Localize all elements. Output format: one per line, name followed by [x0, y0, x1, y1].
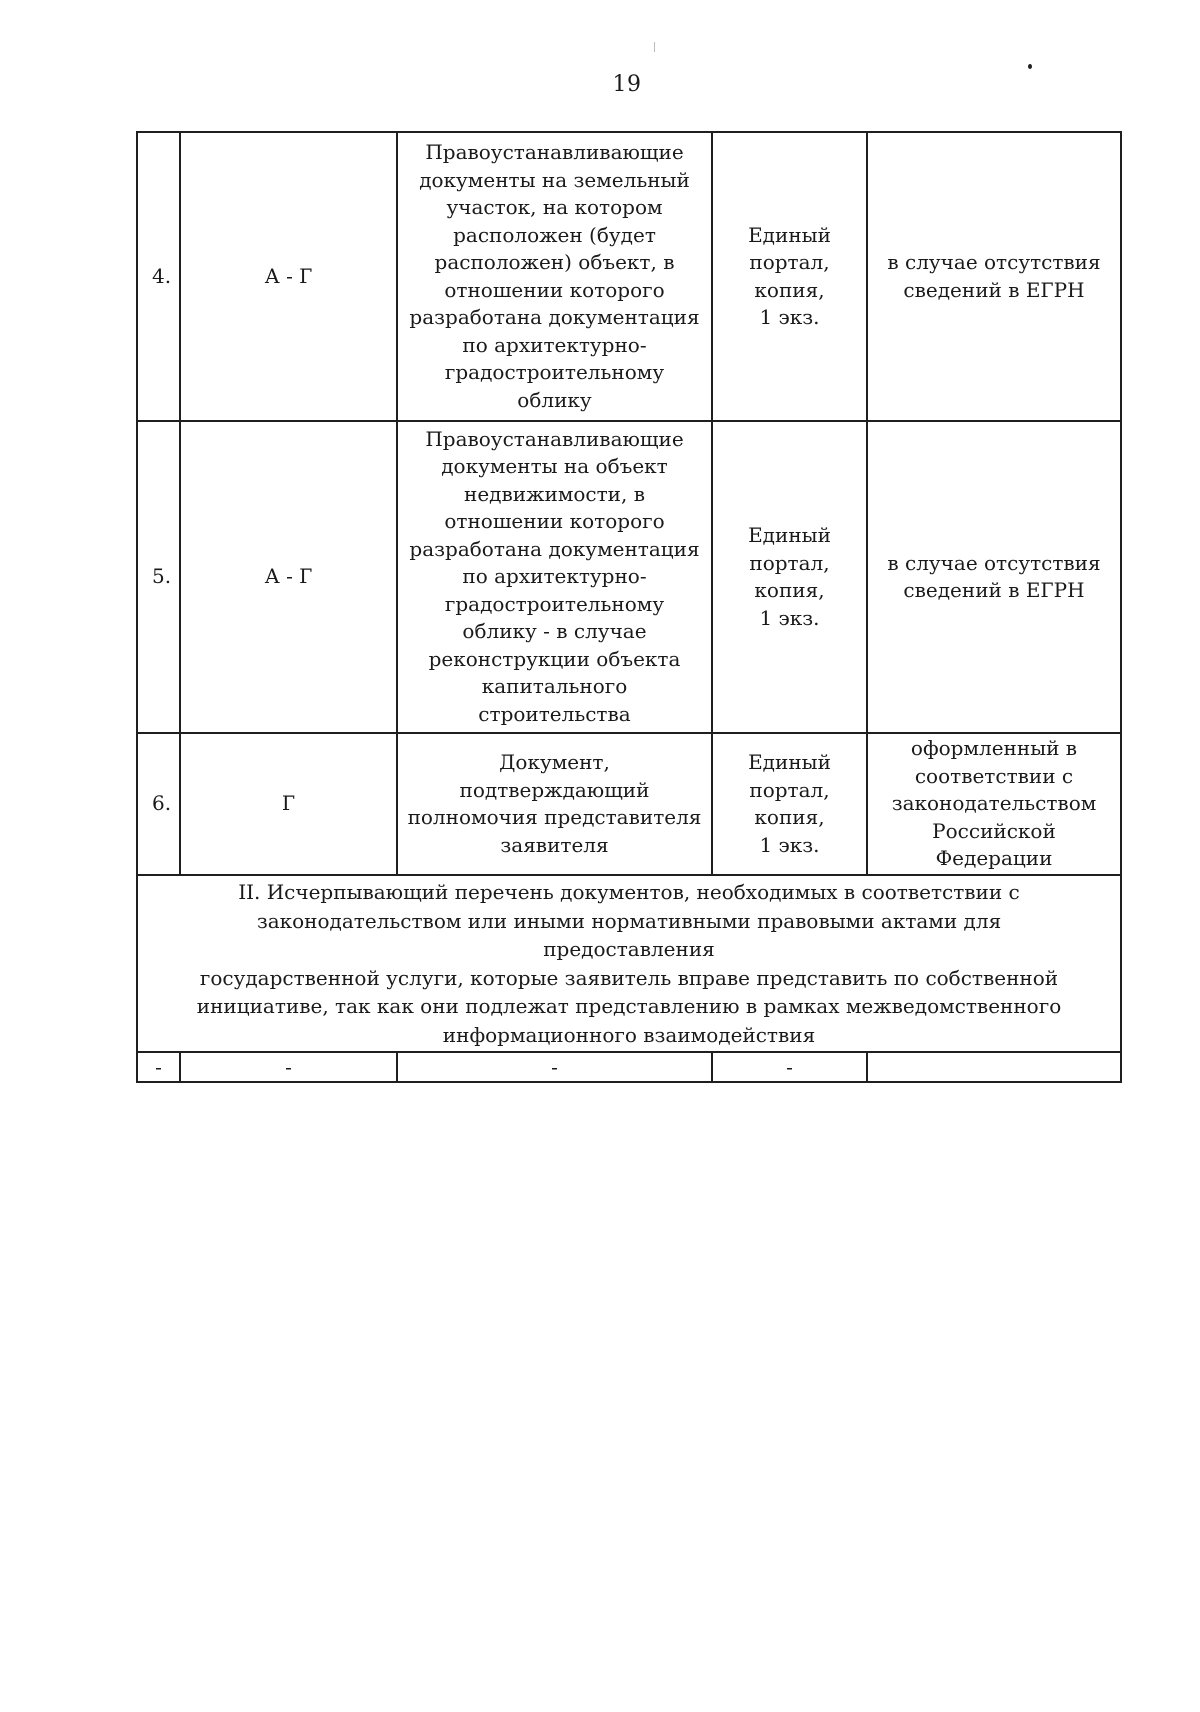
table-row	[137, 132, 1121, 421]
applicant-category: А - Г	[180, 421, 397, 733]
scan-artifact-dot	[1028, 64, 1032, 69]
empty-cell: -	[180, 1052, 397, 1082]
row-number: 6.	[137, 733, 180, 875]
submission-method: Единый портал, копия, 1 экз.	[712, 733, 867, 875]
page-number: 19	[612, 72, 642, 97]
empty-cell	[867, 1052, 1121, 1082]
document-name: Правоустанавливающие документы на объект недвижимости, в отношении которого разработана документация по архитектурно- градостроительному облику - в случае реконструкции объекта капитального строительства	[397, 421, 712, 733]
row-number: 5.	[137, 421, 180, 733]
empty-cell: -	[397, 1052, 712, 1082]
document-note: в случае отсутствия сведений в ЕГРН	[867, 132, 1121, 421]
row-number: 4.	[137, 132, 180, 421]
document-note: оформленный в соответствии с законодательством Российской Федерации	[867, 733, 1121, 875]
applicant-category: А - Г	[180, 132, 397, 421]
documents-table	[136, 131, 1122, 1083]
table-row	[137, 421, 1121, 733]
section-heading-row	[137, 875, 1121, 1052]
table-row	[137, 733, 1121, 875]
document-note: в случае отсутствия сведений в ЕГРН	[867, 421, 1121, 733]
document-name: Правоустанавливающие документы на земельный участок, на котором расположен (будет расположен) объект, в отношении которого разработана документация по архитектурно- градостроительному облику	[397, 132, 712, 421]
applicant-category: Г	[180, 733, 397, 875]
submission-method: Единый портал, копия, 1 экз.	[712, 421, 867, 733]
empty-cell: -	[712, 1052, 867, 1082]
empty-row	[137, 1052, 1121, 1082]
document-name: Документ, подтверждающий полномочия представителя заявителя	[397, 733, 712, 875]
scan-artifact-line	[654, 42, 655, 52]
empty-cell: -	[137, 1052, 180, 1082]
section-heading: II. Исчерпывающий перечень документов, необходимых в соответствии с законодательством или иными нормативными правовыми актами для предоставления государственной услуги, которые заявитель вправе представить по собственной инициативе, так как они подлежат представлению в рамках межведомственного информационного взаимодействия	[137, 875, 1121, 1052]
submission-method: Единый портал, копия, 1 экз.	[712, 132, 867, 421]
